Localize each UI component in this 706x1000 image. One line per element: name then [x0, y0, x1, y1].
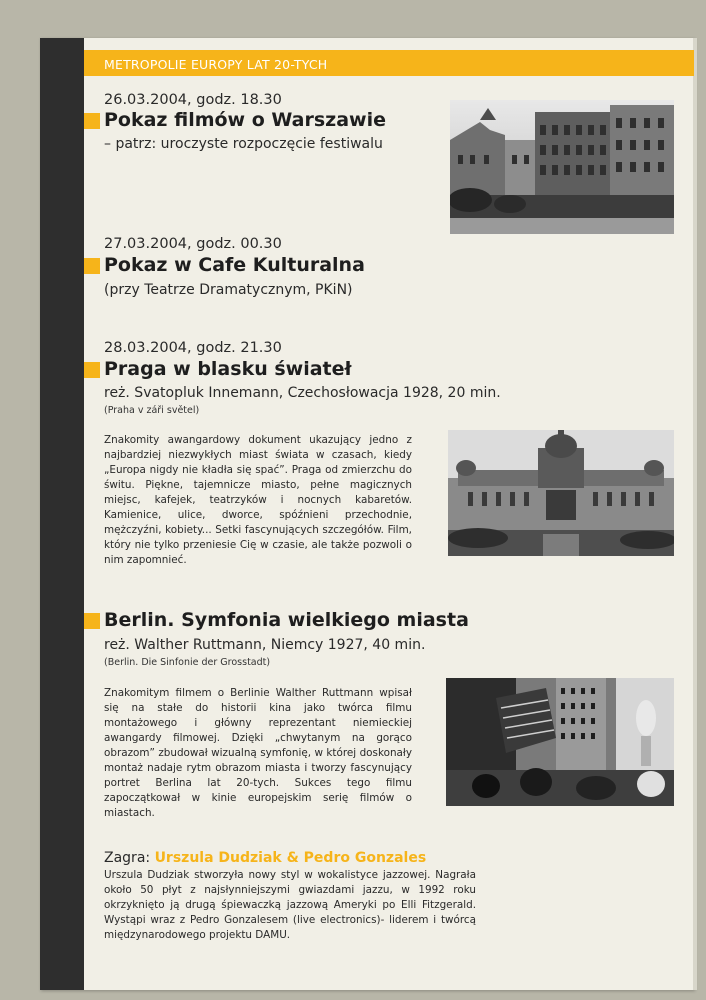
- event-2-marker: [84, 258, 100, 274]
- event-3-date: 28.03.2004, godz. 21.30: [104, 340, 282, 356]
- event-1-subtitle: – patrz: uroczyste rozpoczęcie festiwalu: [104, 136, 383, 152]
- event-3-marker: [84, 362, 100, 378]
- warsaw-street-photo: [450, 100, 674, 234]
- event-2-subtitle: (przy Teatrze Dramatycznym, PKiN): [104, 282, 353, 298]
- event-1-title: Pokaz filmów o Warszawie: [104, 109, 387, 131]
- event-3-title: Praga w blasku świateł: [104, 358, 352, 380]
- music-description: Urszula Dudziak stworzyła nowy styl w wokalistyce jazzowej. Nagrała około 50 płyt z najsłynniejszymi gwiazdami jazzu, w 1992 roku okrzyknięto ją drugą śpiewaczką jazzową Ameryki po Elli Fitzgerald. Wystąpi wraz z Pedro Gonzalesem (live electronics)- liderem i twórcą międzynarodowego projektu DAMU.: [104, 869, 476, 941]
- section-header-title: METROPOLIE EUROPY LAT 20-TYCH: [104, 57, 328, 72]
- event-2-title: Pokaz w Cafe Kulturalna: [104, 254, 365, 276]
- event-3-original-title: (Praha v záři světel): [104, 405, 200, 416]
- event-1-date: 26.03.2004, godz. 18.30: [104, 92, 282, 108]
- page-binding-edge: [693, 38, 697, 990]
- event-3-subtitle: reż. Svatopluk Innemann, Czechosłowacja 1928, 20 min.: [104, 385, 501, 401]
- left-dark-bar: [40, 38, 84, 990]
- music-artists: Urszula Dudziak & Pedro Gonzales: [154, 850, 427, 866]
- prague-museum-photo: [448, 430, 674, 556]
- event-4-subtitle: reż. Walther Ruttmann, Niemcy 1927, 40 min.: [104, 637, 426, 653]
- event-4-title: Berlin. Symfonia wielkiego miasta: [104, 609, 469, 631]
- event-1-marker: [84, 113, 100, 129]
- berlin-collage-photo: [446, 678, 674, 806]
- event-4-marker: [84, 613, 100, 629]
- music-heading: [104, 850, 426, 866]
- event-4-original-title: (Berlin. Die Sinfonie der Grosstadt): [104, 657, 271, 668]
- event-3-description: Znakomity awangardowy dokument ukazujący jedno z najbardziej niezwykłych miast świata w czasach, kiedy „Europa nigdy nie kładła się spać”. Praga od zmierzchu do świtu. Piękne, tajemnicze miasto, pełne magicznych miejsc, kafejek, teatrzyków i nocnych kabaretów. Kamienice, ulice, dworce, spóźnieni przechodnie, mężczyźni, kobiety... Setki fascynujących szczegółów. Film, który nie tylko przeniesie Cię w czasie, ale także pozwoli o nim zapomnieć.: [104, 434, 412, 566]
- event-2-date: 27.03.2004, godz. 00.30: [104, 236, 282, 252]
- music-label: Zagra:: [104, 850, 151, 866]
- event-4-description: Znakomitym filmem o Berlinie Walther Ruttmann wpisał się na stałe do historii kina jako twórca filmu montażowego i główny reprezentant niemieckiej awangardy filmowej. Dzięki „chwytanym na gorąco obrazom” zbudował wizualną symfonię, w której doskonały montaż nadaje rytm obrazom miasta i tworzy fascynujący portret Berlina lat 20-tych. Sukces tego filmu zapoczątkował w kinie europejskim serię filmów o miastach.: [104, 687, 412, 819]
